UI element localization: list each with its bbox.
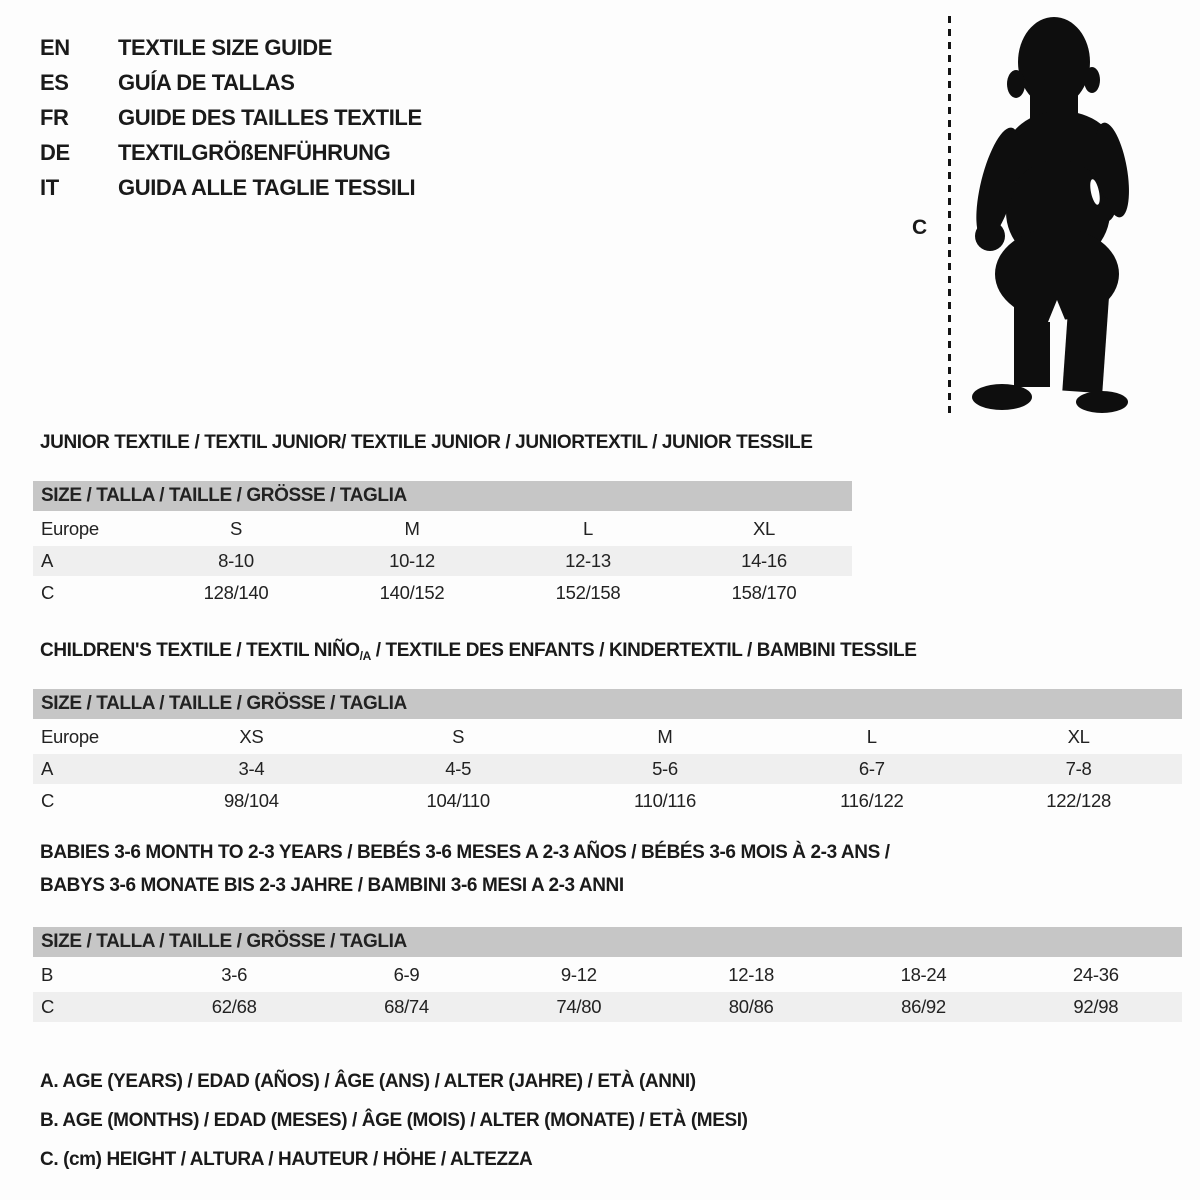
babies-title-line1: BABIES 3-6 MONTH TO 2-3 YEARS / BEBÉS 3-6 MESES A 2-3 AÑOS / BÉBÉS 3-6 MOIS À 2-3 ANS / [40, 841, 890, 863]
guide-title-de: TEXTILGRÖßENFÜHRUNG [118, 139, 391, 165]
language-code: FR [40, 104, 69, 130]
babies-section-title [40, 836, 890, 902]
children-size-table [33, 689, 1182, 818]
children-title-subscript: /A [359, 649, 371, 663]
table-row-months [33, 960, 1182, 990]
babies-size-table [33, 927, 1182, 1024]
col-header: M [404, 518, 420, 539]
table-row-height [33, 992, 1182, 1022]
table-row-age [33, 754, 1182, 784]
size-cell: 6-9 [393, 964, 420, 985]
language-code: EN [40, 34, 70, 60]
language-row-es [40, 65, 422, 100]
size-cell: 116/122 [840, 790, 904, 811]
row-label: C [41, 790, 55, 811]
size-cell: 86/92 [901, 996, 946, 1017]
col-header: XL [752, 518, 776, 539]
size-cell: 104/110 [426, 790, 490, 811]
size-cell: 5-6 [652, 758, 678, 779]
children-title-post: / TEXTILE DES ENFANTS / KINDERTEXTIL / BAMBINI TESSILE [370, 640, 917, 661]
table-row-height [33, 786, 1182, 816]
size-cell: 128/140 [203, 582, 269, 603]
col-header: XS [239, 726, 264, 747]
size-cell: 158/170 [731, 582, 797, 603]
dashed-height-line [948, 16, 951, 416]
guide-title-it: GUIDA ALLE TAGLIE TESSILI [118, 174, 416, 200]
guide-title-es: GUÍA DE TALLAS [118, 69, 295, 95]
language-row-fr [40, 100, 422, 135]
size-cell: 152/158 [555, 582, 621, 603]
legend-line-c: C. (cm) HEIGHT / ALTURA / HAUTEUR / HÖHE / ALTEZZA [40, 1148, 533, 1170]
size-cell: 80/86 [728, 996, 774, 1017]
col-header: L [866, 726, 877, 747]
language-row-it [40, 170, 422, 205]
size-cell: 68/74 [384, 996, 429, 1017]
size-cell: 14-16 [741, 550, 787, 571]
size-cell: 9-12 [560, 964, 597, 985]
legend-line-a: A. AGE (YEARS) / EDAD (AÑOS) / ÂGE (ANS) / ALTER (JAHRE) / ETÀ (ANNI) [40, 1070, 696, 1092]
col-header: XL [1067, 726, 1090, 747]
size-cell: 24-36 [1072, 964, 1119, 985]
language-row-en [40, 30, 422, 65]
children-title-pre: CHILDREN'S TEXTILE / TEXTIL NIÑO [40, 640, 360, 661]
size-cell: 12-13 [565, 550, 611, 571]
measure-legend [40, 1062, 748, 1179]
language-code: IT [40, 174, 59, 200]
col-header: Europe [41, 518, 99, 539]
size-cell: 110/116 [633, 790, 696, 811]
col-header: L [583, 518, 593, 539]
size-cell: 62/68 [211, 996, 257, 1017]
col-header: S [229, 518, 243, 539]
size-header-band: SIZE / TALLA / TAILLE / GRÖSSE / TAGLIA [33, 481, 852, 511]
size-cell: 122/128 [1046, 790, 1111, 811]
size-cell: 6-7 [858, 758, 885, 779]
row-label: C [41, 996, 55, 1017]
toddler-silhouette-image [962, 12, 1134, 414]
size-cell: 12-18 [728, 964, 775, 985]
language-code: ES [40, 69, 69, 95]
junior-section-title: JUNIOR TEXTILE / TEXTIL JUNIOR/ TEXTILE JUNIOR / JUNIORTEXTIL / JUNIOR TESSILE [40, 432, 813, 453]
children-section-title [40, 640, 916, 663]
table-header-row [33, 722, 1182, 752]
table-row-height [33, 578, 852, 608]
size-cell: 8-10 [218, 550, 254, 571]
size-header-band: SIZE / TALLA / TAILLE / GRÖSSE / TAGLIA [33, 689, 1182, 719]
size-cell: 10-12 [389, 550, 435, 571]
row-label: B [41, 964, 54, 985]
junior-size-table [33, 481, 852, 610]
row-label: A [41, 758, 54, 779]
row-label: C [41, 582, 55, 603]
height-measure-label: C [912, 216, 928, 239]
col-header: M [657, 726, 673, 747]
table-row-age [33, 546, 852, 576]
size-cell: 18-24 [900, 964, 947, 985]
legend-line-b: B. AGE (MONTHS) / EDAD (MESES) / ÂGE (MOIS) / ALTER (MONATE) / ETÀ (MESI) [40, 1109, 748, 1131]
size-cell: 92/98 [1073, 996, 1119, 1017]
size-cell: 140/152 [379, 582, 445, 603]
table-header-row [33, 514, 852, 544]
guide-title-fr: GUIDE DES TAILLES TEXTILE [118, 104, 422, 130]
col-header: Europe [41, 726, 99, 747]
row-label: A [41, 550, 54, 571]
guide-title-en: TEXTILE SIZE GUIDE [118, 34, 333, 60]
language-code: DE [40, 139, 70, 165]
col-header: S [452, 726, 465, 747]
size-cell: 3-6 [221, 964, 248, 985]
size-cell: 98/104 [224, 790, 279, 811]
language-list [40, 30, 422, 205]
size-header-band: SIZE / TALLA / TAILLE / GRÖSSE / TAGLIA [33, 927, 1182, 957]
size-cell: 4-5 [445, 758, 472, 779]
size-cell: 3-4 [238, 758, 265, 779]
babies-title-line2: BABYS 3-6 MONATE BIS 2-3 JAHRE / BAMBINI 3-6 MESI A 2-3 ANNI [40, 874, 624, 896]
size-cell: 7-8 [1065, 758, 1092, 779]
size-cell: 74/80 [556, 996, 602, 1017]
language-row-de [40, 135, 422, 170]
